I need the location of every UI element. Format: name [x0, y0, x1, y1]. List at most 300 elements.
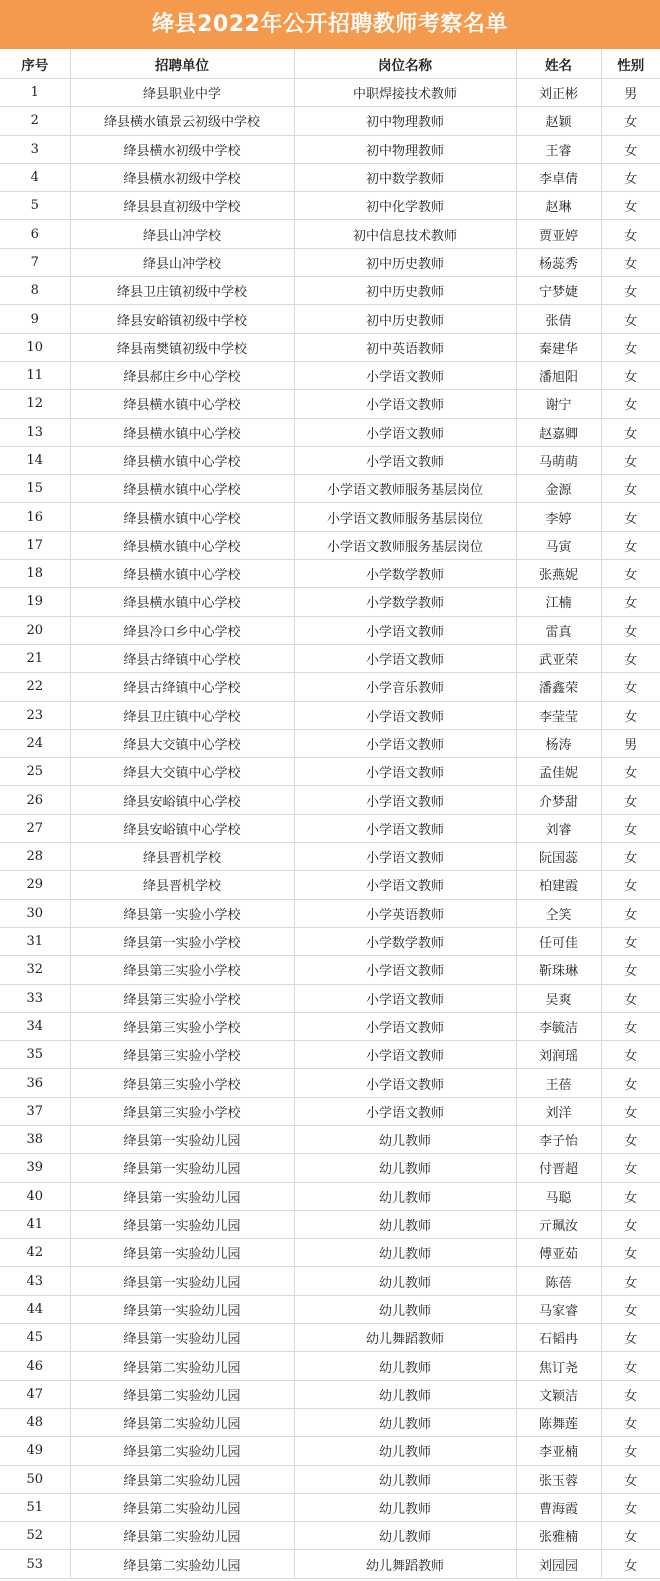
- row-unit: 绛县横水镇中心学校: [70, 390, 294, 418]
- table-row: [0, 390, 660, 418]
- row-gender: 女: [601, 1437, 660, 1465]
- row-index: 50: [0, 1465, 70, 1493]
- row-position: 初中化学教师: [294, 192, 516, 220]
- row-unit: 绛县卫庄镇中心学校: [70, 701, 294, 729]
- row-position: 幼儿教师: [294, 1380, 516, 1408]
- row-gender: 女: [601, 701, 660, 729]
- row-gender: 女: [601, 1041, 660, 1069]
- table-row: [0, 1380, 660, 1408]
- row-name: 吴爽: [516, 984, 601, 1012]
- row-gender: 女: [601, 843, 660, 871]
- row-index: 49: [0, 1437, 70, 1465]
- row-position: 小学语文教师: [294, 1069, 516, 1097]
- row-unit: 绛县大交镇中心学校: [70, 729, 294, 757]
- row-unit: 绛县第二实验幼儿园: [70, 1437, 294, 1465]
- row-unit: 绛县第三实验小学校: [70, 1069, 294, 1097]
- table-row: [0, 418, 660, 446]
- row-unit: 绛县横水镇中心学校: [70, 588, 294, 616]
- row-name: 李亚楠: [516, 1437, 601, 1465]
- row-name: 张雅楠: [516, 1522, 601, 1550]
- row-position: 幼儿教师: [294, 1437, 516, 1465]
- row-index: 32: [0, 956, 70, 984]
- row-unit: 绛县第二实验幼儿园: [70, 1465, 294, 1493]
- row-position: 小学语文教师: [294, 446, 516, 474]
- row-index: 22: [0, 673, 70, 701]
- row-name: 马家睿: [516, 1295, 601, 1323]
- row-index: 3: [0, 135, 70, 163]
- row-index: 45: [0, 1324, 70, 1352]
- row-position: 小学数学教师: [294, 588, 516, 616]
- row-position: 小学语文教师: [294, 644, 516, 672]
- row-position: 初中物理教师: [294, 135, 516, 163]
- table-row: [0, 1267, 660, 1295]
- row-gender: 女: [601, 1324, 660, 1352]
- row-name: 武亚荣: [516, 644, 601, 672]
- row-unit: 绛县冷口乡中心学校: [70, 616, 294, 644]
- row-gender: 女: [601, 503, 660, 531]
- row-unit: 绛县大交镇中心学校: [70, 758, 294, 786]
- row-position: 小学语文教师: [294, 758, 516, 786]
- row-name: 陈舞莲: [516, 1408, 601, 1436]
- row-name: 赵嘉卿: [516, 418, 601, 446]
- row-index: 43: [0, 1267, 70, 1295]
- header-name: 姓名: [516, 49, 601, 79]
- row-position: 小学语文教师服务基层岗位: [294, 503, 516, 531]
- row-gender: 女: [601, 1352, 660, 1380]
- row-index: 40: [0, 1182, 70, 1210]
- table-row: [0, 956, 660, 984]
- row-index: 42: [0, 1239, 70, 1267]
- row-position: 幼儿教师: [294, 1267, 516, 1295]
- row-name: 李毓洁: [516, 1012, 601, 1040]
- row-unit: 绛县郝庄乡中心学校: [70, 361, 294, 389]
- row-name: 宁梦婕: [516, 277, 601, 305]
- row-position: 幼儿教师: [294, 1352, 516, 1380]
- row-position: 初中物理教师: [294, 107, 516, 135]
- row-name: 秦建华: [516, 333, 601, 361]
- table-row: [0, 107, 660, 135]
- row-unit: 绛县第一实验幼儿园: [70, 1295, 294, 1323]
- row-position: 小学语文教师: [294, 1041, 516, 1069]
- row-unit: 绛县卫庄镇初级中学校: [70, 277, 294, 305]
- row-name: 孟佳妮: [516, 758, 601, 786]
- table-row: [0, 1493, 660, 1521]
- row-gender: 女: [601, 220, 660, 248]
- row-gender: 女: [601, 1493, 660, 1521]
- table-row: [0, 1125, 660, 1153]
- row-index: 34: [0, 1012, 70, 1040]
- row-unit: 绛县古绛镇中心学校: [70, 644, 294, 672]
- row-unit: 绛县第三实验小学校: [70, 1097, 294, 1125]
- row-position: 小学语文教师: [294, 786, 516, 814]
- row-unit: 绛县第二实验幼儿园: [70, 1493, 294, 1521]
- row-name: 李子怡: [516, 1125, 601, 1153]
- row-name: 王蓓: [516, 1069, 601, 1097]
- row-unit: 绛县横水镇中心学校: [70, 560, 294, 588]
- row-position: 小学语文教师服务基层岗位: [294, 531, 516, 559]
- row-position: 幼儿教师: [294, 1154, 516, 1182]
- row-position: 幼儿教师: [294, 1522, 516, 1550]
- row-name: 石韬冉: [516, 1324, 601, 1352]
- row-index: 37: [0, 1097, 70, 1125]
- row-gender: 女: [601, 1210, 660, 1238]
- row-position: 初中信息技术教师: [294, 220, 516, 248]
- row-index: 2: [0, 107, 70, 135]
- row-name: 杨蕊秀: [516, 248, 601, 276]
- row-gender: 女: [601, 1239, 660, 1267]
- row-name: 李婷: [516, 503, 601, 531]
- header-position: 岗位名称: [294, 49, 516, 79]
- row-unit: 绛县第二实验幼儿园: [70, 1380, 294, 1408]
- table-row: [0, 758, 660, 786]
- row-unit: 绛县第三实验小学校: [70, 1041, 294, 1069]
- row-unit: 绛县横水镇中心学校: [70, 446, 294, 474]
- row-position: 幼儿教师: [294, 1125, 516, 1153]
- row-index: 44: [0, 1295, 70, 1323]
- row-unit: 绛县山冲学校: [70, 220, 294, 248]
- row-name: 杨涛: [516, 729, 601, 757]
- row-gender: 女: [601, 418, 660, 446]
- row-gender: 女: [601, 390, 660, 418]
- row-position: 初中历史教师: [294, 277, 516, 305]
- row-index: 35: [0, 1041, 70, 1069]
- row-position: 初中英语教师: [294, 333, 516, 361]
- table-row: [0, 1408, 660, 1436]
- row-index: 41: [0, 1210, 70, 1238]
- table-row: [0, 1465, 660, 1493]
- row-name: 仝笑: [516, 899, 601, 927]
- row-unit: 绛县横水镇景云初级中学校: [70, 107, 294, 135]
- row-gender: 女: [601, 814, 660, 842]
- row-gender: 男: [601, 729, 660, 757]
- row-gender: 女: [601, 446, 660, 474]
- row-index: 30: [0, 899, 70, 927]
- row-index: 38: [0, 1125, 70, 1153]
- row-name: 付晋超: [516, 1154, 601, 1182]
- row-gender: 女: [601, 1182, 660, 1210]
- row-unit: 绛县晋机学校: [70, 871, 294, 899]
- table-row: [0, 446, 660, 474]
- row-name: 王睿: [516, 135, 601, 163]
- row-gender: 女: [601, 758, 660, 786]
- row-index: 29: [0, 871, 70, 899]
- row-gender: 女: [601, 1069, 660, 1097]
- table-body: [0, 79, 660, 1579]
- row-index: 26: [0, 786, 70, 814]
- row-index: 7: [0, 248, 70, 276]
- row-gender: 女: [601, 333, 660, 361]
- row-position: 小学语文教师: [294, 871, 516, 899]
- table-row: [0, 729, 660, 757]
- row-unit: 绛县第二实验幼儿园: [70, 1408, 294, 1436]
- row-gender: 女: [601, 871, 660, 899]
- table-row: [0, 531, 660, 559]
- row-unit: 绛县横水初级中学校: [70, 163, 294, 191]
- row-gender: 女: [601, 644, 660, 672]
- row-index: 8: [0, 277, 70, 305]
- row-index: 1: [0, 79, 70, 107]
- row-position: 小学语文教师: [294, 984, 516, 1012]
- row-name: 刘睿: [516, 814, 601, 842]
- row-name: 江楠: [516, 588, 601, 616]
- table-row: [0, 1012, 660, 1040]
- row-position: 幼儿教师: [294, 1465, 516, 1493]
- table-row: [0, 1069, 660, 1097]
- row-gender: 女: [601, 1380, 660, 1408]
- row-position: 小学语文教师: [294, 1097, 516, 1125]
- table-row: [0, 616, 660, 644]
- row-index: 20: [0, 616, 70, 644]
- table-row: [0, 79, 660, 107]
- row-index: 19: [0, 588, 70, 616]
- table-row: [0, 1324, 660, 1352]
- table-row: [0, 1239, 660, 1267]
- row-position: 初中历史教师: [294, 305, 516, 333]
- row-unit: 绛县第一实验幼儿园: [70, 1239, 294, 1267]
- row-gender: 女: [601, 560, 660, 588]
- row-index: 17: [0, 531, 70, 559]
- row-index: 14: [0, 446, 70, 474]
- table-row: [0, 560, 660, 588]
- row-position: 小学语文教师: [294, 956, 516, 984]
- row-name: 贾亚婷: [516, 220, 601, 248]
- row-index: 12: [0, 390, 70, 418]
- row-index: 52: [0, 1522, 70, 1550]
- row-index: 13: [0, 418, 70, 446]
- row-index: 36: [0, 1069, 70, 1097]
- row-name: 刘润瑶: [516, 1041, 601, 1069]
- row-index: 21: [0, 644, 70, 672]
- table-row: [0, 644, 660, 672]
- table-row: [0, 361, 660, 389]
- table-row: [0, 277, 660, 305]
- candidate-table: [0, 49, 660, 1579]
- table-row: [0, 1295, 660, 1323]
- table-row: [0, 220, 660, 248]
- row-name: 靳珠琳: [516, 956, 601, 984]
- row-unit: 绛县第一实验幼儿园: [70, 1154, 294, 1182]
- row-index: 18: [0, 560, 70, 588]
- row-unit: 绛县安峪镇中心学校: [70, 814, 294, 842]
- row-gender: 女: [601, 1012, 660, 1040]
- row-name: 刘洋: [516, 1097, 601, 1125]
- row-gender: 女: [601, 927, 660, 955]
- table-header: [0, 49, 660, 79]
- row-unit: 绛县第一实验幼儿园: [70, 1267, 294, 1295]
- table-row: [0, 673, 660, 701]
- row-position: 小学语文教师: [294, 1012, 516, 1040]
- row-position: 幼儿教师: [294, 1210, 516, 1238]
- row-name: 潘鑫荣: [516, 673, 601, 701]
- row-gender: 女: [601, 107, 660, 135]
- row-index: 5: [0, 192, 70, 220]
- row-unit: 绛县县直初级中学校: [70, 192, 294, 220]
- row-index: 23: [0, 701, 70, 729]
- row-index: 24: [0, 729, 70, 757]
- row-gender: 女: [601, 277, 660, 305]
- table-row: [0, 843, 660, 871]
- row-unit: 绛县第三实验小学校: [70, 984, 294, 1012]
- table-row: [0, 1182, 660, 1210]
- row-gender: 女: [601, 475, 660, 503]
- row-name: 张玉蓉: [516, 1465, 601, 1493]
- row-name: 介梦甜: [516, 786, 601, 814]
- row-index: 4: [0, 163, 70, 191]
- row-gender: 女: [601, 1550, 660, 1578]
- page-title: 绛县2022年公开招聘教师考察名单: [0, 0, 660, 49]
- table-row: [0, 135, 660, 163]
- table-row: [0, 248, 660, 276]
- row-unit: 绛县横水镇中心学校: [70, 503, 294, 531]
- row-unit: 绛县横水镇中心学校: [70, 531, 294, 559]
- row-name: 雷真: [516, 616, 601, 644]
- table-row: [0, 1210, 660, 1238]
- row-unit: 绛县第一实验幼儿园: [70, 1125, 294, 1153]
- row-unit: 绛县第二实验幼儿园: [70, 1550, 294, 1578]
- row-name: 赵颖: [516, 107, 601, 135]
- row-unit: 绛县安峪镇中心学校: [70, 786, 294, 814]
- row-name: 马萌萌: [516, 446, 601, 474]
- table-row: [0, 192, 660, 220]
- row-name: 刘正彬: [516, 79, 601, 107]
- table-row: [0, 1437, 660, 1465]
- row-gender: 女: [601, 1154, 660, 1182]
- row-position: 小学数学教师: [294, 927, 516, 955]
- row-name: 李卓倩: [516, 163, 601, 191]
- row-name: 赵琳: [516, 192, 601, 220]
- row-position: 小学数学教师: [294, 560, 516, 588]
- row-gender: 女: [601, 1408, 660, 1436]
- row-unit: 绛县职业中学: [70, 79, 294, 107]
- row-name: 焦订尧: [516, 1352, 601, 1380]
- row-unit: 绛县第二实验幼儿园: [70, 1352, 294, 1380]
- table-row: [0, 1097, 660, 1125]
- row-name: 文颖洁: [516, 1380, 601, 1408]
- row-gender: 女: [601, 616, 660, 644]
- row-gender: 女: [601, 1522, 660, 1550]
- row-position: 小学语文教师: [294, 701, 516, 729]
- row-index: 9: [0, 305, 70, 333]
- table-row: [0, 814, 660, 842]
- row-position: 小学语文教师: [294, 361, 516, 389]
- row-gender: 女: [601, 361, 660, 389]
- row-index: 11: [0, 361, 70, 389]
- row-unit: 绛县山冲学校: [70, 248, 294, 276]
- row-gender: 女: [601, 1295, 660, 1323]
- row-gender: 女: [601, 984, 660, 1012]
- table-row: [0, 786, 660, 814]
- row-unit: 绛县横水初级中学校: [70, 135, 294, 163]
- row-name: 阮国蕊: [516, 843, 601, 871]
- row-position: 幼儿教师: [294, 1408, 516, 1436]
- table-row: [0, 305, 660, 333]
- row-unit: 绛县第一实验小学校: [70, 927, 294, 955]
- row-unit: 绛县横水镇中心学校: [70, 475, 294, 503]
- row-index: 27: [0, 814, 70, 842]
- row-gender: 女: [601, 192, 660, 220]
- row-index: 47: [0, 1380, 70, 1408]
- row-index: 53: [0, 1550, 70, 1578]
- row-name: 金源: [516, 475, 601, 503]
- row-position: 幼儿舞蹈教师: [294, 1324, 516, 1352]
- table-row: [0, 475, 660, 503]
- header-gender: 性别: [601, 49, 660, 79]
- row-unit: 绛县第三实验小学校: [70, 956, 294, 984]
- row-index: 51: [0, 1493, 70, 1521]
- table-row: [0, 333, 660, 361]
- row-index: 48: [0, 1408, 70, 1436]
- row-gender: 女: [601, 588, 660, 616]
- row-unit: 绛县南樊镇初级中学校: [70, 333, 294, 361]
- row-position: 小学语文教师服务基层岗位: [294, 475, 516, 503]
- row-name: 傅亚茹: [516, 1239, 601, 1267]
- table-row: [0, 701, 660, 729]
- row-unit: 绛县安峪镇初级中学校: [70, 305, 294, 333]
- row-name: 谢宁: [516, 390, 601, 418]
- row-name: 刘园园: [516, 1550, 601, 1578]
- row-name: 曹海霞: [516, 1493, 601, 1521]
- row-index: 10: [0, 333, 70, 361]
- row-name: 任可佳: [516, 927, 601, 955]
- row-position: 小学语文教师: [294, 843, 516, 871]
- header-index: 序号: [0, 49, 70, 79]
- row-position: 幼儿教师: [294, 1295, 516, 1323]
- row-unit: 绛县横水镇中心学校: [70, 418, 294, 446]
- row-index: 39: [0, 1154, 70, 1182]
- row-unit: 绛县第一实验小学校: [70, 899, 294, 927]
- row-index: 28: [0, 843, 70, 871]
- row-unit: 绛县古绛镇中心学校: [70, 673, 294, 701]
- row-position: 幼儿教师: [294, 1182, 516, 1210]
- header-unit: 招聘单位: [70, 49, 294, 79]
- row-position: 小学音乐教师: [294, 673, 516, 701]
- row-gender: 男: [601, 79, 660, 107]
- table-row: [0, 1522, 660, 1550]
- row-unit: 绛县第二实验幼儿园: [70, 1522, 294, 1550]
- row-index: 25: [0, 758, 70, 786]
- row-name: 张倩: [516, 305, 601, 333]
- row-gender: 女: [601, 248, 660, 276]
- row-index: 6: [0, 220, 70, 248]
- table-row: [0, 503, 660, 531]
- row-position: 幼儿舞蹈教师: [294, 1550, 516, 1578]
- row-index: 16: [0, 503, 70, 531]
- table-row: [0, 588, 660, 616]
- row-gender: 女: [601, 1097, 660, 1125]
- table-row: [0, 163, 660, 191]
- row-gender: 女: [601, 786, 660, 814]
- row-position: 小学语文教师: [294, 418, 516, 446]
- row-unit: 绛县第一实验幼儿园: [70, 1182, 294, 1210]
- row-name: 马寅: [516, 531, 601, 559]
- row-gender: 女: [601, 673, 660, 701]
- row-gender: 女: [601, 531, 660, 559]
- row-index: 31: [0, 927, 70, 955]
- row-gender: 女: [601, 956, 660, 984]
- table-row: [0, 871, 660, 899]
- row-name: 李莹莹: [516, 701, 601, 729]
- row-name: 马聪: [516, 1182, 601, 1210]
- row-gender: 女: [601, 1267, 660, 1295]
- row-position: 初中数学教师: [294, 163, 516, 191]
- row-gender: 女: [601, 305, 660, 333]
- table-row: [0, 1352, 660, 1380]
- header-row: [0, 49, 660, 79]
- row-gender: 女: [601, 1125, 660, 1153]
- row-unit: 绛县第三实验小学校: [70, 1012, 294, 1040]
- table-row: [0, 899, 660, 927]
- row-name: 亓珮汝: [516, 1210, 601, 1238]
